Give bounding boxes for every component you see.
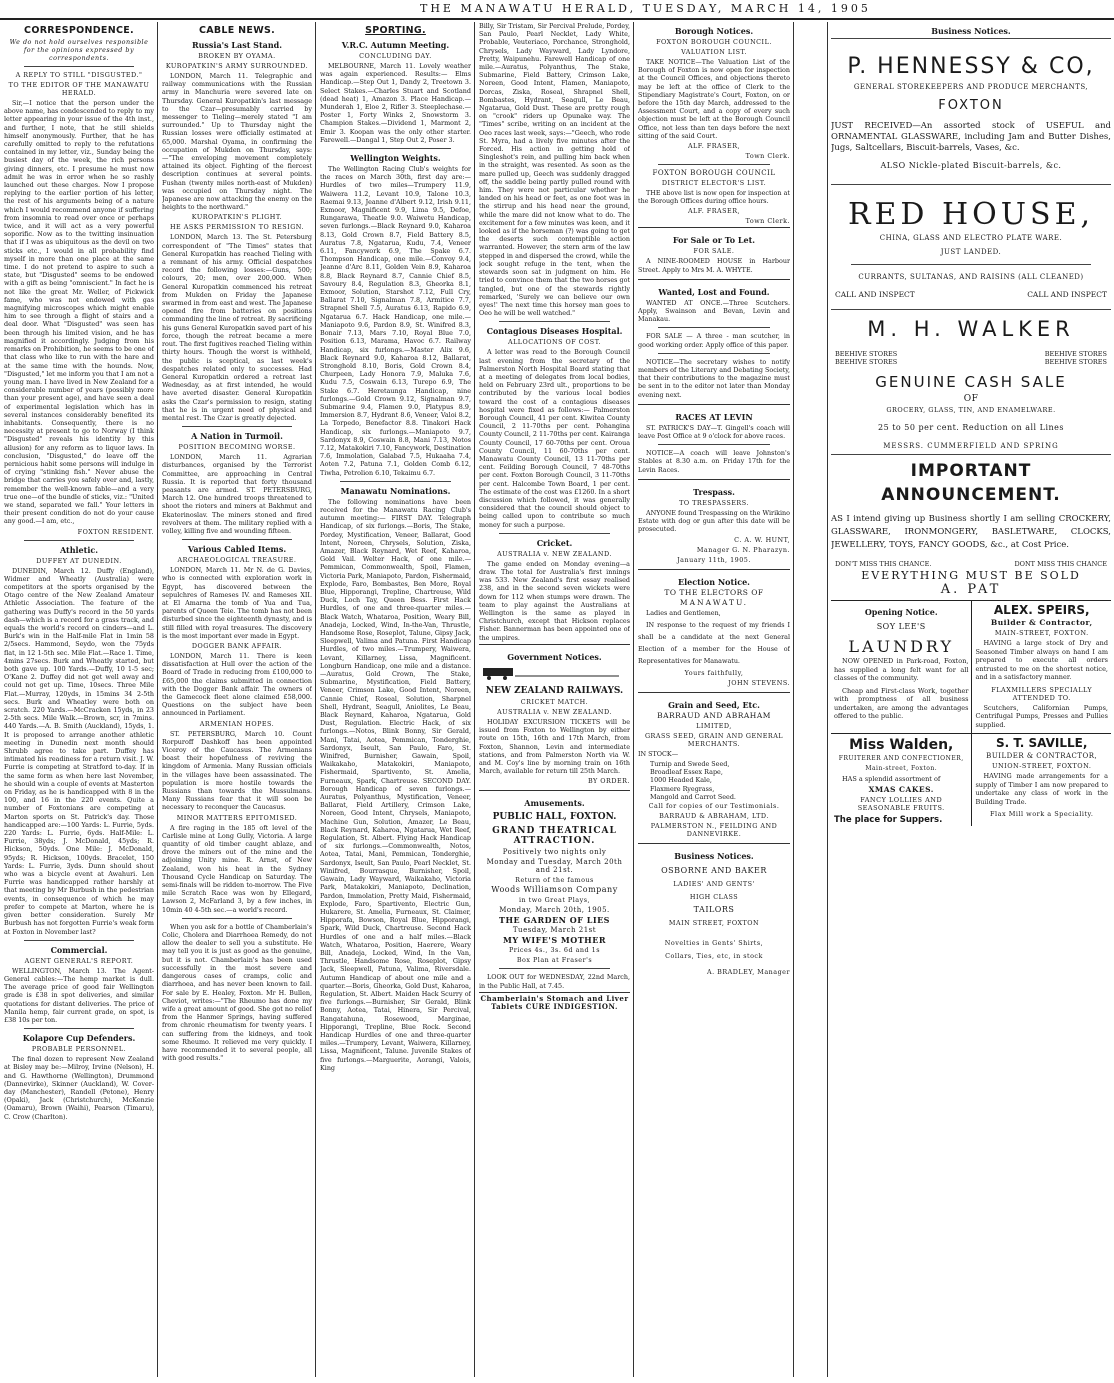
section-heading: Commercial. bbox=[50, 944, 108, 955]
signature: ALF. FRASER, bbox=[687, 142, 741, 151]
signature: ALF. FRASER, bbox=[687, 207, 741, 216]
notice-subtitle: TO TRESPASSERS. bbox=[679, 498, 749, 507]
advert-line: Chamberlain's Stomach and Liver Tablets CURE INDIGESTION. bbox=[480, 993, 629, 1011]
article-subtitle: POSITION BECOMING WORSE. bbox=[178, 443, 296, 452]
notice-body: A NINE-ROOMED HOUSE in Harbour Street. Apply to Mrs M. A. WHYTE. bbox=[638, 257, 790, 274]
advert-title: PUBLIC HALL, FOXTON. bbox=[492, 812, 617, 823]
advert-line: Return of the famous bbox=[515, 876, 594, 885]
article-body: LONDON, March 13. The St. Petersburg correspondent of "The Times" states that General Kuropatkin has reached Tieling with a remnant of his army. Official despatches record the following losses:—Guns, 500; colours, 20; men, over 200,000. When General Kuropatkin commenced his retreat from Mukden on Friday the Japanese swarmed in from east and west. The Japanese opened fire from batteries on positions commanding the line of retreat. By sacrificing his guns General Kuropatkin saved part of his force, though the retreat became a mere rout. The first fugitives reached Tieling within thirty hours. Though the worst is withheld, the public is sceptical, as last week's despatches related only to successes. Had General Kuropatkin ordered a retreat last Wednesday, as at first intended, he would have averted disaster. General Kuropatkin asks the Czar's permission to resign, stating that he is in urgent need of physical and mental rest. The Czar is greatly dejected. bbox=[162, 233, 312, 422]
advert-line: FANCY LOLLIES AND SEASONABLE FRUITS. bbox=[857, 795, 945, 812]
advert-line: XMAS CAKES. bbox=[868, 784, 934, 794]
advert-line: HIGH CLASS bbox=[689, 892, 739, 901]
signature: JOHN STEVENS. bbox=[728, 678, 790, 687]
article-subtitle: CONCLUDING DAY. bbox=[359, 52, 432, 60]
advert-title: BARRAUD AND ABRAHAM bbox=[657, 710, 771, 720]
advert-line: Call for copies of our Testimonials. bbox=[648, 801, 780, 810]
advert-line: MAIN-STREET, FOXTON. bbox=[994, 629, 1089, 638]
section-heading: CORRESPONDENCE. bbox=[24, 25, 134, 36]
advert-line: TAILORS bbox=[693, 904, 735, 914]
advert-line: A. BRADLEY, Manager bbox=[707, 967, 790, 976]
saville-advert bbox=[972, 734, 1111, 826]
advert-line: BEEHIVE STORES bbox=[835, 358, 898, 367]
article-body: WELLINGTON, March 13. The Agent-General cables:—The hemp market is dull. The average price of good fair Wellington grade is £38 in spot deliveries, and similar quotations for distant deliveries. The price of Manila hemp, fair current grade, on spot, is £38 10s per ton. bbox=[4, 966, 154, 1024]
section-heading: SPORTING. bbox=[365, 25, 426, 36]
divider bbox=[831, 454, 1111, 455]
article-subtitle: ARCHAEOLOGICAL TREASURE. bbox=[177, 556, 297, 565]
advert-line: CHINA, GLASS AND ELECTRO PLATE WARE. bbox=[879, 234, 1063, 242]
advert-body: AS I intend giving up Business shortly I am selling CROCKERY, GLASSWARE, IRONMONGERY, BASLETWARE, CLOCKS, JEWELLERY, TOYS, FANCY GOODS, &c., at Cost Price. bbox=[831, 514, 1111, 551]
advert-title: GENUINE CASH SALE bbox=[875, 373, 1067, 392]
column-rule bbox=[793, 22, 794, 1377]
divider bbox=[499, 321, 610, 322]
article-subtitle: DUFFEY AT DUNEDIN. bbox=[36, 556, 122, 565]
list-item: Turnip and Swede Seed, bbox=[650, 759, 730, 768]
article-body: The following nominations have been received for the Manawatu Racing Club's autumn meeting:— FIRST DAY. Telegraph Handicap, of six furlongs.—Boris, The Stake, Pordey, Mystification, Veneer, Ballarat, Good Intent, Noreen, Chrysels, Solution, Ziska, Amazer, Black Reynard, Wet Reef, Kaharoa, Gold Vail. Welter Hack, of one mile.—Pemmican, Commonwealth, Spoil, Flamen, Victoria Park, Maniapoto, Pardon, Fishermaid, Explode, Faro, Bombastes, Ben More, Royal Blue, Hipporangi, Trepline, Chartreuse, Wild Duck, Loch Tay, Queen Bess. First Hack Hurdles, of one and three-quarter miles.—Black Watch, Whataroa, Position, Weary Bill, Anadeja, Locked, Wind, In-the-Van, Thrustle, Handsome Rose, Roseplot, Talune, Gipsy Jack, Sleepwell, Valima and Patuna. First Handicap Hurdles, of two miles.—Trumpery, Waiwera, Levant, Killarney, Lissa, Magnificent. Longburn Handicap, one mile and a distance.—Auratus, Gold Crown, The Stake, Submarine, Mystification, Field Battery, Veneer, Crimson Lake, Good Intent, Noreen, Cannie Chief, Roseal, Solution, Sharpnel Shell, Hydrant, Seagull, Aniolites, Le Beau, Black Reynard, Kaharoa, Ngatarua, Gold Dust, Regulation. Electric Hack, of six furlongs.—Notos, Blink Bonny, Sir Gerald, Mani, Tatai, Aotea, Pemmican, Tonderghie, Sardonyx, Iseult, San Paulo, Faro, St. Winifred, Burnisher, Gawain, Spoil, Waikakaho, Matakokiri, Maniapoto, Fishermaid, Spartivento, St. Amelia, Furneaux, Spark, Chartreuse. SECOND DAY. Borough Handicap of seven furlongs.—Auratus, Polyanthus, Mystification, Veneer, Ballarat, Field Artillery, Crimson Lake, Noreen, Good Intent, Chrysels, Maniapoto, Machine Gun, Solution, Amazer, Le Beau, Black Reynard, Kaharoa, Ngatarua, Wet Reef, Regulation, St. Albert. Flying Hack Handicap of six furlongs.—Commonwealth, Notos, Aotea, Tatai, Mani, Pemmican, Tonderghie, Sardonyx, Iseult, San Paulo, Pearl Necklet, St. Winifred, Bourrasque, Burnisher, Spoil, Gawain, Lady Wayward, Waikakaho, Victoria Park, Matakokiri, Maniapoto, Declination, Pardon, Immolation, Pretty Maid, Fishermaid, Explode, Faro, Spartivento, Electric Gun, Hukarere, St. Amelia, Furneaux, St. Claimer, Hipporafa, Bowson, Royal Blue, Hipporangi, Spark, Wild Duck, Chartreuse. Second Hack Hurdles of one and a half miles.—Black Watch, Whataroa, Position, Haerere, Weary Bill, Anadeja, Locked, Wind, In the Van, Thrustle, Handsome Rose, Roseplot, Gipsy Jack, Sleepwell, Patuna, Valima, Riversdale. Autumn Handicap of about one mile and a quarter.—Boris, Gheorka, Gold Dust, Kaharoa, Regulation, St. Albert. Maiden Hack Scurry of five furlongs.—Burnisher, Sir Gerald, Blink Bonny, Aotea, Tatai, Hinera, Sir Percival, Rangatahuna, Rosewood, Marginae, Hipporangi, Trepline, Blue Rock. Second Handicap Hurdles of one and three-quarter miles.—Trumpery, Levant, Waiwera, Killarney, Lissa, Magnificent, Talune. Juvenile Stakes of five furlongs.—Marguerite, Aorangi, Valois, King bbox=[320, 497, 471, 1072]
list-item: Mangold and Carrot Seed. bbox=[650, 792, 736, 801]
advert-title: M. H. WALKER bbox=[867, 317, 1075, 342]
divider bbox=[831, 184, 1111, 185]
article-to: TO THE EDITOR OF THE MANAWATU HERALD. bbox=[8, 81, 150, 97]
list-item: Broadleaf Essex Rape, bbox=[650, 768, 723, 777]
notice-body: THE above list is now open for inspection at the Borough Offices during office hours. bbox=[638, 189, 790, 206]
advert-line: in two Great Plays, bbox=[518, 896, 591, 905]
advert-title: IMPORTANT ANNOUNCEMENT. bbox=[881, 461, 1061, 506]
section-heading: Kolapore Cup Defenders. bbox=[22, 1033, 136, 1044]
advert-subtitle: CRICKET MATCH. bbox=[520, 698, 589, 707]
article-body: LONDON, March 11. Telegraphic and railway communications with the Russian army in Manchuria were severed late on Thursday. General Kuropatkin's last message to the Czar—presumably carried by messenger to Tieling—merely stated "I am surrounded." Up to Thursday night the Russian losses were officially estimated at 65,000. Marshal Oyama, in confirming the occupation of Mukden on Thursday, says:—"The enveloping movement completely attained its object. Fighting of the fiercest description continues at several points. Fushan (twenty miles north-east of Mukden) was occupied on Thursday night. The Japanese are now attacking the enemy on the heights to the northward." bbox=[162, 72, 312, 212]
advert-line: Monday and Tuesday, March 20th and 21st. bbox=[486, 858, 623, 875]
column-news-4 bbox=[479, 22, 630, 1377]
advert-title: NEW ZEALAND RAILWAYS. bbox=[485, 686, 624, 697]
advert-line: SOY LEE'S bbox=[876, 622, 926, 632]
divider bbox=[182, 918, 292, 919]
column-rule bbox=[315, 22, 316, 1377]
section-heading: Trespass. bbox=[693, 486, 735, 497]
divider bbox=[499, 533, 610, 534]
column-rule bbox=[474, 22, 475, 1377]
advert-title: GRAND THEATRICAL ATTRACTION. bbox=[492, 826, 617, 847]
article-body: LONDON, March 11. There is keen dissatisfaction at Hull over the action of the Board of Trade in reducing from £100,000 to £65,000 the claims submitted in connection with the Dogger Bank affair. The owners of the Gamecock fleet alone claimed £58,000. Questions on the subject have been announced in Parliament. bbox=[162, 651, 312, 718]
advert-line: EVERYTHING MUST BE SOLD bbox=[861, 569, 1081, 583]
section-heading: For Sale or To Let. bbox=[672, 235, 756, 246]
advert-body: HAS a splendid assortment of bbox=[842, 775, 941, 784]
notice-greeting: Ladies and Gentlemen, bbox=[646, 608, 721, 617]
advert-line: UNION-STREET, FOXTON. bbox=[991, 762, 1092, 771]
signature: Town Clerk. bbox=[745, 152, 790, 161]
advert-line: Box Plan at Fraser's bbox=[516, 956, 593, 965]
advert-line: LIMITED, bbox=[696, 721, 732, 730]
divider bbox=[24, 940, 134, 941]
divider bbox=[24, 1028, 134, 1029]
divider bbox=[658, 353, 770, 354]
article-title: Cricket. bbox=[536, 537, 573, 548]
advert-line: CURRANTS, SULTANAS, AND RAISINS (ALL CLEANED) bbox=[858, 273, 1084, 281]
train-icon bbox=[479, 664, 630, 680]
notice-body: IN response to the request of my friends I shall be a candidate at the next General Election of a member for the House of Representatives for Manawatu. bbox=[638, 620, 790, 665]
advert-line: BEEHIVE STORES bbox=[835, 350, 898, 359]
notice-title: FOR SALE. bbox=[693, 247, 735, 256]
advert-subtitle: AUSTRALIA v. NEW ZEALAND. bbox=[497, 708, 612, 717]
advert-line: GRASS SEED, GRAIN AND GENERAL MERCHANTS. bbox=[644, 731, 784, 748]
section-heading: CABLE NEWS. bbox=[198, 25, 276, 36]
section-heading: Business Notices. bbox=[674, 850, 754, 861]
article-body: A fire raging in the 185 oft level of the Carlisle mine at Long Gully, Victoria. A large quantity of old timber caught ablaze, and drove the miners out of the mine and the adjoining Unity mine. R. Arnst, of New Zealand, won his heat in the Sydney Thousand Cycle Handicap on Saturday. The semi-finals will be ridden to-morrow. The Five mile Scratch Race was won by Ellegard, Lawson 2, McFarland 3, by a few inches, in 10min 40 4-5th sec.—a world's record. bbox=[162, 823, 312, 914]
advert-line: FOXTON bbox=[938, 98, 1004, 113]
masthead-title: THE MANAWATU HERALD, TUESDAY, MARCH 14, 1905 bbox=[420, 2, 871, 15]
notice-title: FOXTON BOROUGH COUNCIL. bbox=[656, 38, 772, 46]
advert-title: ALEX. SPEIRS, bbox=[993, 603, 1090, 618]
signature: C. A. W. HUNT, bbox=[734, 535, 790, 544]
section-heading: Grain and Seed, Etc. bbox=[668, 699, 760, 710]
notice-body: NOTICE—A coach will leave Johnston's Stables at 8.30 a.m. on Friday 17th for the Levin Races. bbox=[638, 449, 790, 474]
article-subtitle: BROKEN BY OYAMA. bbox=[198, 52, 276, 60]
section-heading: Government Notices. bbox=[507, 651, 602, 662]
section-heading: RACES AT LEVIN bbox=[675, 411, 753, 422]
advert-line: GROCERY, GLASS, TIN, AND ENAMELWARE. bbox=[886, 406, 1056, 415]
advert-line: CALL AND INSPECT bbox=[835, 290, 915, 299]
divider bbox=[340, 481, 451, 482]
advert-title: LAUNDRY bbox=[848, 637, 955, 657]
notice-title: FOXTON BOROUGH COUNCIL bbox=[652, 169, 776, 178]
column-notices bbox=[638, 22, 790, 1377]
advert-body: HAVING a large stock of Dry and Seasoned Timber always on hand I am prepared to execute all orders entrusted to me on the shortest notice, and in a satisfactory manner. bbox=[975, 639, 1108, 682]
column-correspondence bbox=[4, 22, 154, 1377]
advert-title: OSBORNE AND BAKER bbox=[661, 865, 767, 875]
notice-body: ANYONE found Trespassing on the Wirikino Estate with dog or gun after this date will be prosecuted. bbox=[638, 508, 790, 534]
notice-body: FOR SALE — A three - man scutcher, in good working order. Apply office of this paper. bbox=[638, 332, 790, 349]
notice-date: January 11th, 1905. bbox=[677, 555, 751, 564]
section-heading: Business Notices. bbox=[931, 26, 1011, 36]
signature: Town Clerk. bbox=[745, 217, 790, 226]
advert-line: GENERAL STOREKEEPERS AND PRODUCE MERCHANTS, bbox=[853, 83, 1089, 91]
advert-line: FRUITERER AND CONFECTIONER, bbox=[838, 755, 964, 763]
masthead bbox=[0, 0, 1114, 20]
advert-line: Collars, Ties, etc, in stock bbox=[665, 951, 763, 960]
signature: FOXTON RESIDENT. bbox=[77, 527, 154, 536]
section-heading: Election Notice. bbox=[678, 576, 750, 587]
section-heading: Wanted, Lost and Found. bbox=[658, 286, 770, 297]
advert-body: HOLIDAY EXCURSION TICKETS will be issued from Foxton to Wellington by either route on 15th, 16th and 17th March, from Foxton, Shannon, Levin and intermediate stations, and from Palmerston North via W. and M. Coy's line by morning train on 16th March, available for return till 25th March. bbox=[479, 718, 630, 776]
advert-line: Tuesday, March 21st bbox=[512, 926, 597, 935]
advert-title: S. T. SAVILLE, bbox=[996, 736, 1088, 751]
notice-title: TO THE ELECTORS OF bbox=[664, 587, 764, 597]
notice-body: ST. PATRICK'S DAY—T. Gingell's coach will leave Post Office at 9 o'clock for above races. bbox=[638, 423, 790, 441]
divider bbox=[658, 164, 770, 165]
article-subtitle: AGENT GENERAL'S REPORT. bbox=[24, 956, 134, 965]
article-title: A REPLY TO STILL "DISGUSTED." bbox=[15, 71, 143, 79]
article-body: Billy, Sir Tristam, Sir Percival Prelude, Pordey, San Paulo, Pearl Necklet, Lady White, Probable, Veuteriaco, Porchance, Stronghold, Chrysels, Lady Wayward, Lady Lyndore, Pretty, Waipunehu. Farewell Handicap of one mile.—Auratus, Polyanthus, The Stake, Submarine, Field Battery, Crimson Lake, Noreen, Good Intent, Flamen, Maniapoto, Dorcas, Ziska, Roseal, Shrapnel Shell, Bombastes, Hydrant, Seagull, Le Beau, Ngatarua, Gold Dust. These are pretty rough on "crook" riders up Opunake way. The "Times" scribe, writing on an incident at the Oeo races last week, says:—"Geech, who rode St. Myra, had a lively five minutes after the Forced. His action in getting hold of Singleshot's rein, and pulling him back when in the straight, was resented. As soon as the mare pulled up, Geech was suddenly dragged off, the saddle being partly pulled round with him. They were not particular whether he landed on his head or feet, as one foot was in the stirrup and his head near the ground, while the mare did not know what to do. The excitement for a few minutes was keen, and it looked as if the horseman (?) was going to get the deserts such contemptible action warranted. However, the stern arm of the law stepped in and dispersed the crowd, while the jock sought refuge in the tent, when the stewards soon sat in judgment on him. He tried to convince them that the two horses got tangled, but one of the stewards rightly remarked, 'Surely we can believe our own eyes!' The next time this horsey man goes to Oeo he will be well watched." bbox=[479, 22, 630, 318]
article-body: The final dozen to represent New Zealand at Bisley may be:—Milroy, Irvine (Nelson), H. and G. Hawthorne (Wellington), Drummond (Dannevirke), Skinner (Auckland), W. Cover-day (Manchester), Randell (Petone), Henry (Opaki), Jack (Christchurch), McKenzie (Oamaru), Brown (Waihi), Pearson (Timaru), C. Crow (Charlton). bbox=[4, 1055, 154, 1121]
advert-line: Novelties in Gents' Shirts, bbox=[664, 938, 764, 947]
divider bbox=[499, 968, 610, 969]
advert-line: BARRAUD & ABRAHAM, LTD. bbox=[659, 811, 769, 820]
article-subtitle: ALLOCATIONS OF COST. bbox=[507, 338, 602, 347]
divider bbox=[182, 539, 292, 540]
divider bbox=[851, 264, 1091, 265]
advert-title: P. HENNESSY & CO, bbox=[847, 54, 1095, 79]
article-body: MELBOURNE, March 11. Lovely weather was again experienced. Results:— Elms Handicap.—Step Out 1, Dandy 2, Treetown 3. Select Stakes.—Charles Stuart and Scotland (dead heat) 1, Amazon 3. Place Handicap.—Munderah 1, Eloe 2, Rifler 3. Steeplechase.—Poster 1, Forty Winks 2, Snowstorm 3. Champion Stakes.—Dividend 1, Marmont 2, Emir 3. Koopan was the only other starter. Farewell.—Dangal 1, Step Out 2, Poser 3. bbox=[320, 62, 471, 144]
signature: Yours faithfully, bbox=[684, 668, 744, 677]
divider bbox=[340, 148, 451, 149]
divider bbox=[658, 327, 770, 328]
divider bbox=[658, 444, 770, 445]
advert-line: BEEHIVE STORES bbox=[1044, 358, 1107, 367]
advert-line: Builder & Contractor, bbox=[990, 618, 1093, 628]
advert-body: Cheap and First-class Work, together with promptness of all business undertaken, are among the advantages offered to the public. bbox=[834, 686, 969, 721]
advert-line: MAIN STREET, FOXTON bbox=[668, 918, 760, 927]
notice-body: TAKE NOTICE—The Valuation List of the Borough of Foxton is now open for inspection at the Council Offices, and objections thereto may be left at the office of Clerk to the Stipendiary Magistrate's Court, Foxton, on or before the 15th day March, addressed to the Assessment Court, and a copy of every such objection must be left at the Borough Council Office, not less than ten days before the next sitting of the said Court. bbox=[638, 58, 790, 140]
advert-line: Positively two nights only bbox=[502, 848, 607, 857]
divider bbox=[182, 426, 292, 427]
advert-line: Main-street, Foxton. bbox=[865, 765, 938, 773]
section-heading: Athletic. bbox=[59, 544, 99, 555]
article-body: LONDON, March 11. Agrarian disturbances, organised by the Terrorist Committee, are approaching in Central Russia. It is reported that forty thousand peasants are armed. ST. PETERSBURG, March 12. One hundred troops threatened to shoot the rioters and miners at Bakhmut and Ekaterinoslav. The miners stoned and fired revolvers at them. The military replied with a volley, killing five and wounding fifteen. bbox=[162, 453, 312, 535]
advert-line: THE GARDEN OF LIES bbox=[499, 915, 610, 926]
advert-body: Scutchers, Californian Pumps, Centrifugal Pumps, Presses and Pullies supplied. bbox=[975, 703, 1108, 729]
notice-subtitle: DISTRICT ELECTOR'S LIST. bbox=[661, 179, 767, 188]
article-title: Manawatu Nominations. bbox=[340, 485, 451, 496]
advert-body: HAVING made arrangements for a supply of Timber I am now prepared to undertake any class of work in the Building Trade. bbox=[975, 772, 1108, 806]
column-rule bbox=[827, 22, 828, 1377]
advert-line: MESSRS. CUMMERFIELD AND SPRING bbox=[883, 442, 1059, 451]
article-body: Sir,—I notice that the person under the above name, has condescended to reply to my letter appearing in your issue of the 4th inst., and further, I note, that he still shields himself anonymously. Further, that he has carefully omitted to reply to the refutations contained in my letter, viz., Sunday being the busiest day of the week, the rich persons giving dinners, etc. I presume he must now admit he was in error when he so rashly launched out these charges. Now I propose replying to the earlier portion of his letter, the rest of his arguments being of a nature which I would recommend anyone if suffering from insomnia to read over once or perhaps twice, and it will act as a very powerful soporific. Now as to the twitting insinuation that if I was as ubiquitous as the devil on two sticks etc., I would in all probability find myself in more than one place at the same time. I do not pretend to aspire to such a state, but "Disgusted" seems to be endowed with a gift as being "omniscient." In fact he is not like the great Mr. Weller, of Pickwick fame, who was not endowed with gas magnifying microscopes which might enable him to see through a flight of stairs and a deal door. What "Disgusted" was seen has been through his limited vision, and he has magnified it accordingly. Judging from his remarks on Prohibition, he seems to be one of that class who like to run with the hare and at the same time with the hounds. Now, "Disgusted," let me inform you that I am not a young man. I have lived in New Zealand for a considerable number of years (possibly more than your present age), and have seen a deal of experimental legislation which has in several instances considerably benefited its inhabitants. Consequently, there is no necessity at present to go to Norway (I think "Disgusted" reveals his identity by this allusion) for any reform as to liquor laws. In conclusion, "Disgusted," do leave off the pernicious habit some persons will indulge in of crying "stinking fish." Never abuse the bridge that carries you safely over and, lastly, remember the well-known fable—and a very true one—of the bundle of sticks, viz.: "United we stand, separated we fall." Your letters in their present condition do not do your cause any good.—I am, etc., bbox=[4, 99, 154, 526]
list-item: Flaxmere Ryegrass, bbox=[650, 784, 715, 793]
list-item: 1000 Headed Kale, bbox=[650, 776, 712, 785]
speirs-advert bbox=[972, 601, 1111, 733]
signature: Manager G. N. Pharazyn. bbox=[696, 545, 790, 554]
divider bbox=[24, 66, 134, 67]
article-body: A letter was read to the Borough Council last evening from the secretary of the Palmerston North Hospital Board stating that at a meeting of delegates from local bodies, held on February 23rd ult., proportions to be contributed by the various local bodies toward the cost of a contagious diseases hospital were fixed as follows:— Palmerston Borough Council, 41 per cent. Kiwitea County Council, 2 11-70ths per cent. Pohangina County Council, 2 11-70ths per cent. Kairanga County Council, 17 60-70ths per cent. Oroua County Council, 11 60-70ths per cent. Manawatu County Council, 13 11-70ths per cent. Feilding Borough Council, 7 48-70ths per cent. Foxton Borough Council, 3 11-70ths per cent. Halcombe Town Board, 1 per cent. The estimate of the cost was £1260. In a short discussion which followed, it was generally considered that the council should object to being called upon to contribute so much money for such a purpose. bbox=[479, 348, 630, 529]
advert-line: LADIES' AND GENTS' bbox=[673, 879, 755, 888]
advert-line: BEEHIVE STORES bbox=[1044, 350, 1107, 359]
article-body: The game ended on Monday evening—a draw. The total for Australia's first innings was 533. New Zealand's first essay realised 238, and in the second seven wickets were down for 112 when stumps were drawn. The team to play against the Australians at Wellington is the same as played in Christchurch, except that Hickson replaces Fisher. Bannerman has been appointed one of the umpires. bbox=[479, 559, 630, 642]
article-subtitle: ARMENIAN HOPES. bbox=[199, 719, 275, 728]
advert-line: LOOK OUT for WEDNESDAY, 22nd March, in the Public Hall, at 7.45. bbox=[479, 973, 630, 990]
advert-body: JUST RECEIVED—An assorted stock of USEFUL and ORNAMENTAL GLASSWARE, including Jam and Butter Dishes, Jugs, Saltcellars, Biscuit-barrels, Vases, &c. bbox=[831, 121, 1111, 153]
signature: BY ORDER. bbox=[587, 777, 630, 786]
column-rule bbox=[157, 22, 158, 1377]
article-subtitle: KUROPATKIN'S PLIGHT. bbox=[191, 213, 283, 222]
column-rule bbox=[633, 22, 634, 1377]
notice-subtitle: VALUATION LIST. bbox=[681, 48, 747, 56]
article-subtitle: MINOR MATTERS EPITOMISED. bbox=[176, 813, 298, 822]
advert-line: IN STOCK— bbox=[638, 749, 679, 758]
article-title: Wellington Weights. bbox=[350, 153, 441, 164]
divider bbox=[831, 38, 1111, 39]
article-body: ST. PETERSBURG, March 10. Count Rorpuroff Dashkoff has been appointed Viceroy of the Caucasus. The Armenians boast their hopefulness of reviving the kingdom of Armenia. Many Russian officials in the villages have been assassinated. The population is more hostile towards the Russians than towards the Mussulmans. Many Russians fear that it will soon be necessary to reconquer the Caucasus. bbox=[162, 729, 312, 812]
advert-line: Woods Williamson Company bbox=[491, 885, 618, 895]
advert-line: BUILDER & CONTRACTOR, bbox=[986, 752, 1098, 761]
divider bbox=[24, 540, 134, 541]
article-title: A Nation in Turmoil. bbox=[191, 431, 283, 442]
section-heading: Borough Notices. bbox=[674, 26, 754, 36]
walden-advert bbox=[831, 734, 972, 826]
disclaimer: We do not hold ourselves responsible for the opinions expressed by correspondents. bbox=[9, 38, 149, 62]
advert-line: 25 to 50 per cent. Reduction on all Lines bbox=[877, 423, 1064, 433]
article-subtitle: HE ASKS PERMISSION TO RESIGN. bbox=[169, 223, 305, 232]
article-body: DUNEDIN, March 12. Duffy (England), Widmer and Wheatly (Australia) were competitors at the sports organised by the Otago centre of the New Zealand Amateur Athletic Association. The feature of the gathering was Duffy's record in the 50 yards dash—which is a record for a grass track, and equals the world's record on cinders—and L. Burk's win in the Half-mile Flat in 1min 58 2/5secs. Hammond, Seydo, won the 75yds flat, in 12 1-5th sec. Mile Flat.—Race 1. Time, 4mins 27secs. Burk and Wheatly started, but both gave up. 100 Yards.—Duffy, 10 1-5 sec; O'Kane 2. Duffey did not get well away and could not get up. Time, 10secs. Three Mile Flat.—Murray, 120yds, in 15mins 34 2-5th secs. Burk and Wheatley were both on scratch. 220 Yards.—McCracken 15yds, in 23 2-5th secs. Mile Walk.—Brown, scr, in 7mins. 440 Yards.—A. B. Smith (Auckland), 15yds, 1. It is proposed to arrange another athletic meeting in Dunedin next month should Shrubb agree to take part. Duffey has intimated his readiness for a return visit. J. W. Furrie is competing at Stratford to-day. If in the same form as when here last November, he should win a couple of events at Masterton on Friday, as he is handicapped with 8 in the 100, and 16 in the 220 events. Quite a number of Foxtonians are competing at Marton sports on St. Patrick's day. Those handicapped are:—100 Yards: L. Furrie, 5yds. 220 Yards: L. Furrie, 6yds. Half-Mile: L. Furrie, 38yds; J. McDonald, 45yds; R. Hickson, 50yds. One Mile: J. McDonald, 95yds; R. Hickson, 100yds. Bracelet, 150 Yards: L. Furrie, 3yds. Dunn should shout who was a bicycle event at Awahuri. Len Furrie was handicapped rather harshly at that meeting by Mr Burbush in the pedestrian events, in consequence of which he may prefer to compete at Marton, where he is given better consideration. Surely Mr Burbush has not forgotten Furrie's weak form at Foxton in November last? bbox=[4, 566, 154, 936]
article-title: Russia's Last Stand. bbox=[191, 40, 283, 50]
advert-line: Flax Mill work a Speciality. bbox=[990, 810, 1094, 819]
advert-body: NOW OPENED in Park-road, Foxton, has supplied a long felt want for all classes of the community. bbox=[834, 657, 969, 683]
divider bbox=[831, 309, 1111, 310]
advert-line: DON'T MISS THIS CHANCE. bbox=[835, 560, 932, 569]
article-body: The Wellington Racing Club's weights for the races on March 30th, first day are:— Hurdles of two miles—Trumpery 11.9, Waiwera 11.2, Levant 10.9, Talone 10.3, Raemai 9.13, Jeanne d'Albert 9.12, Irish 9.11, Exmoor, Magnificent 9.9, Lima 9.5, Defoe, Rungarawa, Theatle 9.0. Waiwetu Handicap, seven furlongs.—Black Reynard 9.0, Kaharoa 8.13, Gold Crown 8.7, Field Battery 8.5, Auratus 7.8, Ngatarua, Kudu, 7.4, Veneer 6.11, Fancywork 6.9, The Spake 6.7. Thompson Handicap, one mile.—Convoy 9.4, Jeanne d'Arc 8.11, Golden Vein 8.9, Kaharoa 8.8, Black Reynard 8.7, Cannie Chief 8.5, Savoury 8.4, Regulation 8.3, Gheorka 8.1, Exmoor, Solution, Starshot 7.12, Full Cry, Ballarat 7.10, Signalman 7.8, Armitice 7.7, Strapnel Shell 7.5, Auratus 6.13, Rapido 6.9, Ngatarua 6.7. Hack Handicap, one mile.—Maniapoto 9.6, Pardon 8.9, St. Winifred 8.3, Bonair 7.13, Mars 7.10, Royal Blue 7.0, Position 6.13, Marama, Havoc 6.7. Railway Handicap, six furlongs.—Master Alix 9.6, Black Reynard 9.0, Kaharoa 8.12, Ballarat, Stronghold 8.10, Boris, Gold Crown 8.4, Churpeen, Lady Honora 7.9, Maluka 7.6, Kudu 7.5, Coswain 6.13, Turepo 6.9, The Stake 6.7. Heretaunga Handicap, nine furlongs.—Gold Crown 9.12, Signalman 9.7, Submarine 9.4, Flamen 9.0, Platypus 8.9, Immersion 8.7, Hydrant 8.6, Veneer, Valoi 8.2, La Torpedo, Benefactor 8.8. Tinakori Hack Handicap, six furlongs.—Maniapoto 9.7, Sardonyx 8.9, Coswain 8.8, Mani 7.13, Notos 7.12, Matakokiri 7.10, Fancywork, Destination 7.6, Immolation, Galabad 7.5, Hukaaha 7.4, Aoten 7.2, Patuna 7.1, Golden Comb 6.12, Tiwha, Petrolion 6.10, Tekaimu 6.7. bbox=[320, 165, 471, 477]
advert-line: DONT MISS THIS CHANCE bbox=[1014, 560, 1107, 569]
advert-line: MY WIFE'S MOTHER bbox=[503, 935, 606, 946]
section-heading: Amusements. bbox=[524, 798, 585, 809]
advert-line: A. PAT bbox=[940, 582, 1002, 598]
advert-line: Monday, March 20th, 1905. bbox=[499, 906, 610, 915]
article-subtitle: AUSTRALIA v. NEW ZEALAND. bbox=[497, 549, 612, 558]
advert-title: Miss Walden, bbox=[849, 737, 954, 754]
advert-line: The place for Suppers. bbox=[834, 814, 943, 825]
article-title: V.R.C. Autumn Meeting. bbox=[341, 40, 450, 50]
notice-title: MANAWATU. bbox=[679, 597, 749, 607]
article-title: Contagious Diseases Hospital. bbox=[486, 326, 623, 337]
notice-body: WANTED AT ONCE.—Three Scutchers. Apply, Swainson and Bevan, Levin and Manakau. bbox=[638, 298, 790, 324]
article-subtitle: PROBABLE PERSONNEL. bbox=[31, 1045, 127, 1054]
article-body: LONDON, March 11. Mr N. de G. Davies, who is connected with exploration work in Egypt, has discovered between the sepulchres of Rameses IV. and Rameses XII. at El Amarna the tomb of Yua and Tua, parents of Queen Teie. The tomb has not been disturbed since the eighteenth dynasty, and is still filled with royal treasures. The discovery is the most important ever made in Egypt. bbox=[162, 566, 312, 640]
advert-line: ALSO Nickle-plated Biscuit-barrels, &c. bbox=[880, 161, 1062, 170]
advert-line: FLAXMILLERS SPECIALLY ATTENDED TO. bbox=[991, 685, 1093, 702]
advert-line: CALL AND INSPECT bbox=[1027, 290, 1107, 299]
advert-title: Opening Notice. bbox=[864, 607, 938, 618]
article-title: Various Cabled Items. bbox=[187, 544, 287, 555]
laundry-advert bbox=[831, 601, 972, 733]
column-cable-news bbox=[162, 22, 312, 1377]
advert-title: RED HOUSE, bbox=[847, 197, 1095, 232]
advert-line: PALMERSTON N., FEILDING AND DANNEVIRKE. bbox=[650, 821, 778, 838]
column-business-notices bbox=[831, 22, 1111, 1377]
advert-line: Prices 4s., 3s. 6d and 1s bbox=[508, 946, 600, 955]
advert-line: JUST LANDED. bbox=[940, 248, 1002, 256]
column-sporting bbox=[320, 22, 471, 1377]
notice-body: NOTICE—The secretary wishes to notify members of the Literary and Debating Society, that their contributions to the magazine must be sent in to the editor not later than Monday evening next. bbox=[638, 357, 790, 399]
article-subtitle: DOGGER BANK AFFAIR. bbox=[191, 641, 283, 650]
advert-line: OF bbox=[963, 394, 979, 405]
advert-body: When you ask for a bottle of Chamberlain's Colic, Cholera and Diarrhoea Remedy, do not allow the dealer to sell you a substitute. He may tell you it is just as good as the genuine, but it is not. Chamberlain's has been used successfully in the most severe and dangerous cases of cramps, colic and diarrhoea, and has never been known to fail. For sale by E. Healey, Foxton. Mr H. Bullen, Cheviot, writes:—"The Rheumo has done my wife a great amount of good. She got no relief from the Hanmer Springs, having suffered from chronic rheumatism for twenty years. I can suffering from the kidneys, and took some Rheumo. It relieved me very quickly. I have recommended it to several people, all with good results." bbox=[162, 922, 312, 1063]
article-subtitle: KUROPATKIN'S ARMY SURROUNDED. bbox=[165, 62, 309, 70]
